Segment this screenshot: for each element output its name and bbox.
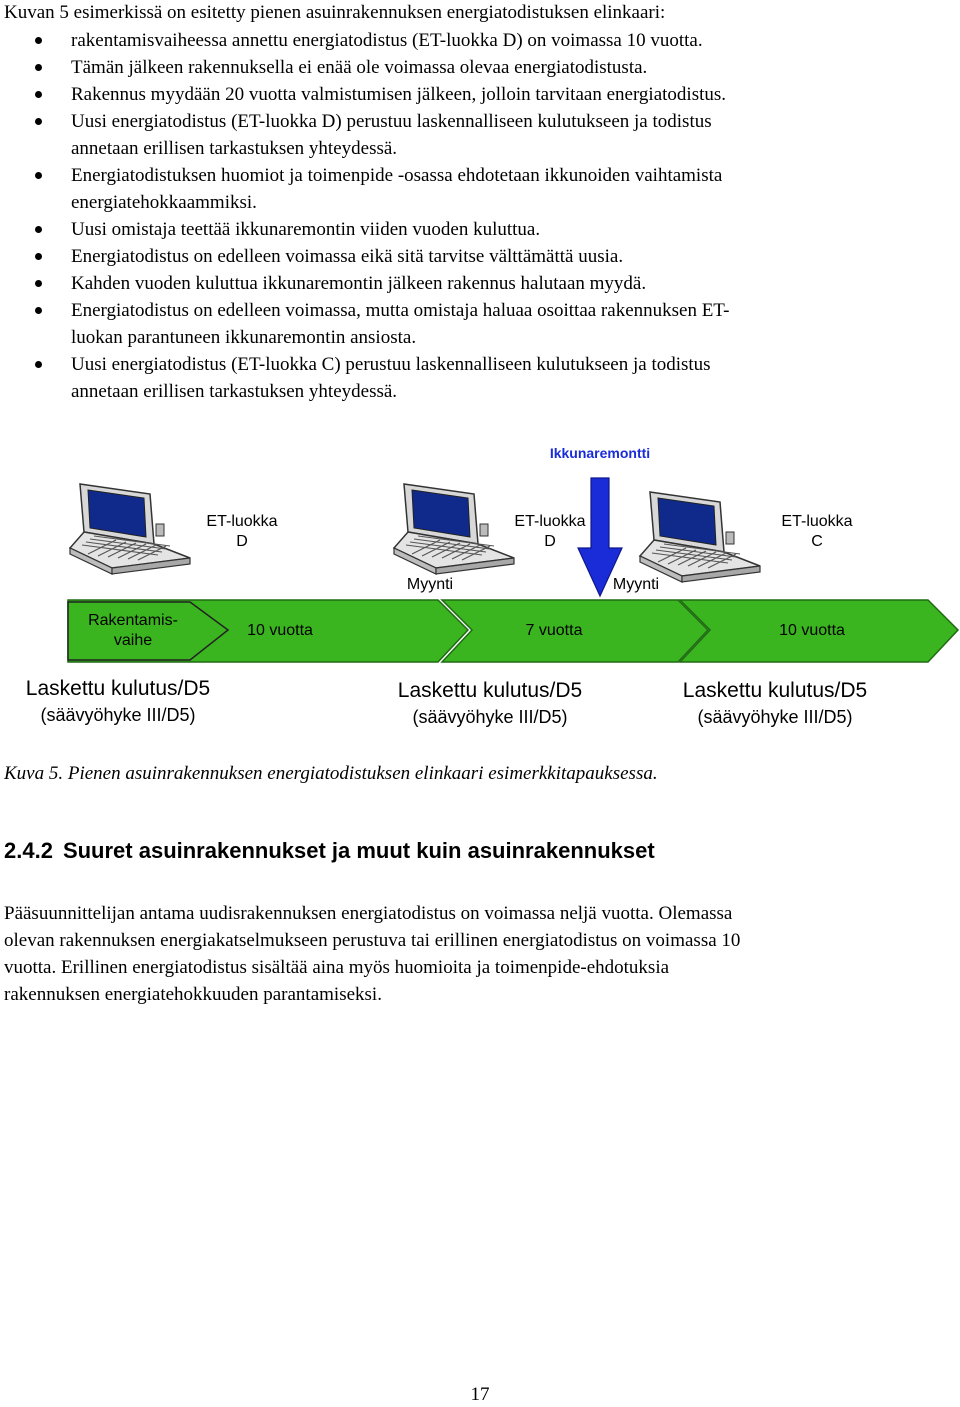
laptop-icon [70,484,190,574]
figure-caption: Kuva 5. Pienen asuinrakennuksen energiatodistuksen elinkaari esimerkkitapauksessa. [4,763,658,784]
bullet-icon [35,226,42,233]
calculation-label-2: Laskettu kulutus/D5 (säävyöhyke III/D5) [397,679,583,727]
list-item: Rakennus myydään 20 vuotta valmistumisen jälkeen, jolloin tarvitaan energiatodistus. [30,81,930,108]
section-heading [4,838,655,864]
certificate-lifecycle-diagram [0,430,960,730]
intro-text: Kuvan 5 esimerkissä on esitetty pienen asuinrakennuksen energiatodistuksen elinkaari: [4,2,666,23]
list-item: Energiatodistus on edelleen voimassa, mutta omistaja haluaa osoittaa rakennuksen ET- luokan parantuneen ikkunaremontin ansiosta. [30,297,930,351]
bullet-icon [35,361,42,368]
certificate-2-label: ET-luokka D [514,513,586,550]
list-item: Energiatodistus on edelleen voimassa eikä sitä tarvitse välttämättä uusia. [30,243,930,270]
bullet-icon [35,253,42,260]
laptop-icon [394,484,514,574]
period-1-label: 10 vuotta [247,622,313,639]
period-3-label: 10 vuotta [779,622,845,639]
construction-phase-label: Rakentamis- vaihe [88,612,178,649]
bullet-icon [35,64,42,71]
certificate-3-label: ET-luokka C [781,513,853,550]
bullet-list [30,27,930,405]
list-item: Kahden vuoden kuluttua ikkunaremontin jälkeen rakennus halutaan myydä. [30,270,930,297]
sale-label-2: Myynti [612,576,660,593]
section-number: 2.4.2 [4,838,53,863]
sale-label-1: Myynti [406,576,454,593]
bullet-icon [35,172,42,179]
list-item: Tämän jälkeen rakennuksella ei enää ole voimassa olevaa energiatodistusta. [30,54,930,81]
calculation-label-1: Laskettu kulutus/D5 (säävyöhyke III/D5) [25,677,211,725]
bullet-icon [35,280,42,287]
list-item: Uusi energiatodistus (ET-luokka D) perustuu laskennalliseen kulutukseen ja todistus annetaan erillisen tarkastuksen yhteydessä. [30,108,930,162]
bullet-icon [35,118,42,125]
laptop-icon [640,492,760,582]
list-item: Uusi energiatodistus (ET-luokka C) perustuu laskennalliseen kulutukseen ja todistus annetaan erillisen tarkastuksen yhteydessä. [30,351,930,405]
bullet-icon [35,37,42,44]
renovation-label: Ikkunaremontti [549,445,651,461]
list-item: rakentamisvaiheessa annettu energiatodistus (ET-luokka D) on voimassa 10 vuotta. [30,27,930,54]
list-item: Energiatodistuksen huomiot ja toimenpide -osassa ehdotetaan ikkunoiden vaihtamista energiatehokkaammiksi. [30,162,930,216]
section-title: Suuret asuinrakennukset ja muut kuin asuinrakennukset [62,838,655,863]
page-number: 17 [470,1384,490,1405]
period-2-label: 7 vuotta [525,622,583,639]
list-item: Uusi omistaja teettää ikkunaremontin viiden vuoden kuluttua. [30,216,930,243]
certificate-1-label: ET-luokka D [206,513,278,550]
body-paragraph: Pääsuunnittelijan antama uudisrakennuksen energiatodistus on voimassa neljä vuotta. Olemassa olevan rakennuksen energiakatselmukseen perustuva tai erillinen energiatodistus on voimassa 10 vuotta. Erillinen energiatodistus sisältää aina myös huomioita ja toimenpide-ehdotuksia rakennuksen energiatehokkuuden parantamiseksi. [4,903,741,1005]
bullet-icon [35,91,42,98]
calculation-label-3: Laskettu kulutus/D5 (säävyöhyke III/D5) [682,679,868,727]
bullet-icon [35,307,42,314]
